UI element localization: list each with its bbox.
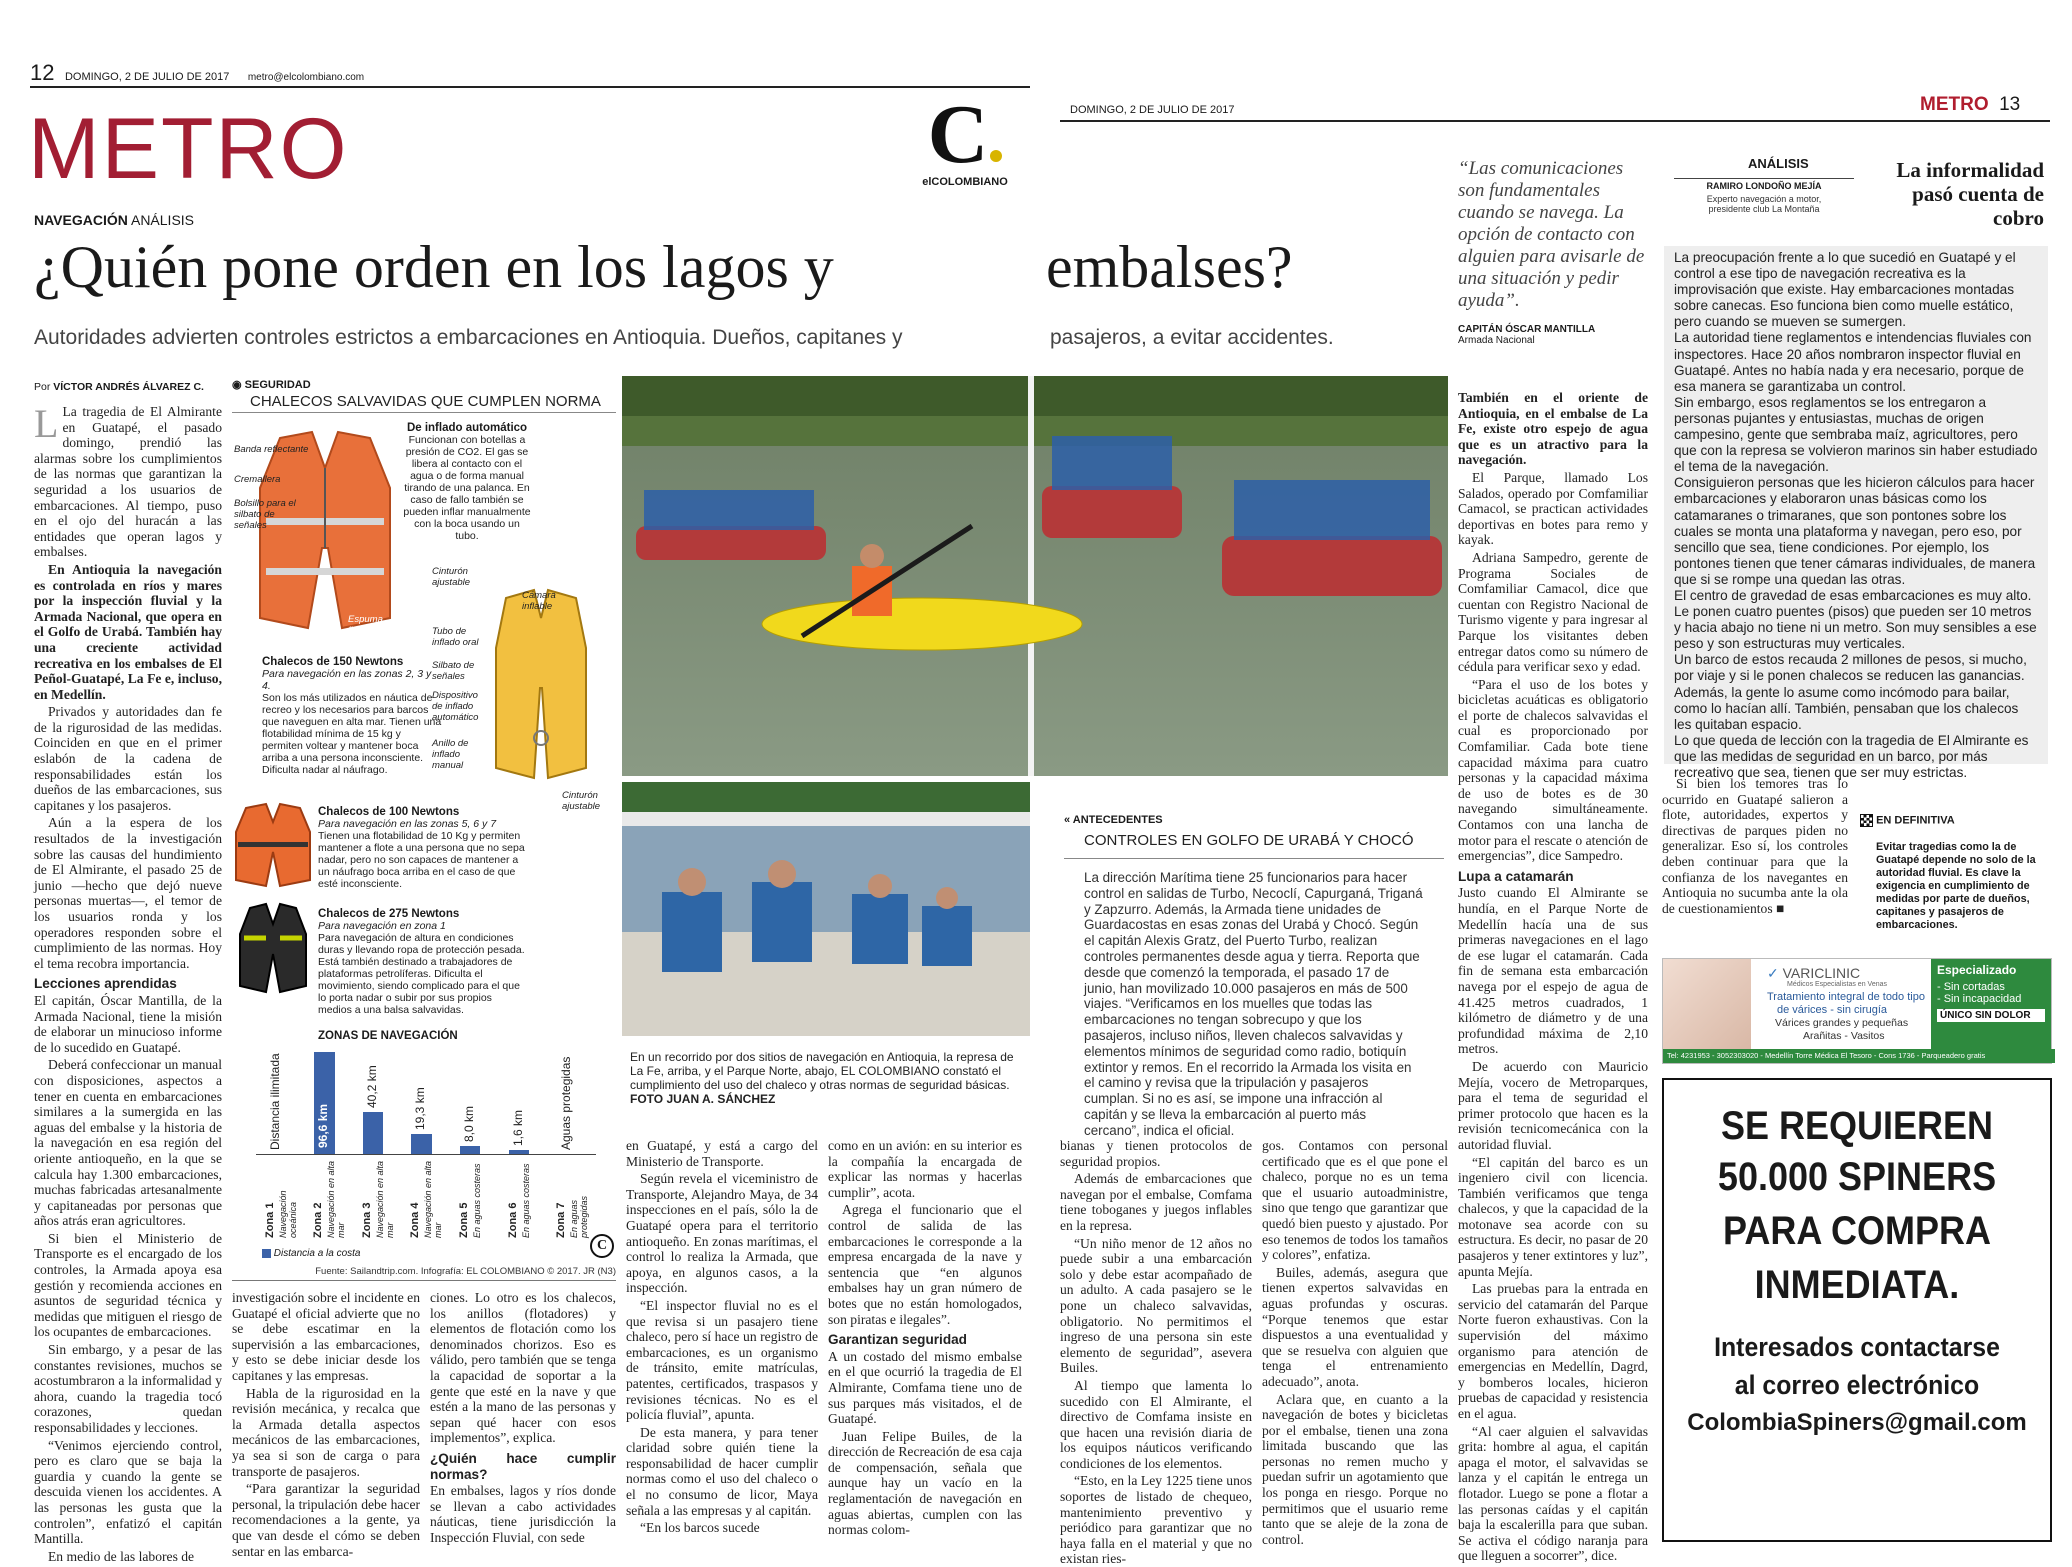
- zone-description-label: En aguas costeras: [472, 1163, 482, 1238]
- label-espuma: Espuma flotante: [348, 614, 383, 636]
- ad-variclinic-line3: Várices grandes y pequeñas: [1775, 1017, 1909, 1029]
- analysis-header: [1664, 150, 2048, 246]
- zone-category-label: Zona 4: [409, 1202, 422, 1238]
- zone-value-label: Distancia ilimitada: [267, 1053, 282, 1150]
- article-paragraph: Adriana Sampedro, gerente de Programa Sociales de Comfamiliar Camacol, dice que cuentan con Registro Nacional de Turismo vigente y para ingresar al Parque los visitantes deben entregar datos como su número de cédula para verificar sexo y edad.: [1458, 549, 1648, 675]
- antecedentes-box: [1064, 814, 1444, 1138]
- infographic-title: CHALECOS SALVAVIDAS QUE CUMPLEN NORMA: [250, 393, 601, 410]
- zone-value-label: 96,6 km: [316, 1103, 331, 1148]
- kicker: [34, 212, 194, 228]
- article-paragraph: L La tragedia de El Almirante en Guatapé, el pasado domingo, prendió las alarmas sobre los cumplimientos de las normas que garantizan la seguridad a los usuarios de embarcaciones. Al tiempo, puso en el ojo del huracán a las entidades que operan lagos y embalses.: [34, 401, 222, 560]
- checkered-flag-icon: [1860, 814, 1873, 827]
- headline-part1: ¿Quién pone orden en los lagos y: [34, 234, 834, 300]
- zone-description-label: Navegación en alta mar: [326, 1160, 347, 1238]
- article-paragraph: De esta manera, y para tener claridad sobre quién tiene la responsabilidad de hacer cumplir normas como el uso del chaleco o el no consumo de licor, Maya señala a las empresas y al capitán.: [626, 1424, 818, 1518]
- en-definitiva-box: [1860, 814, 2050, 934]
- article-paragraph: Builes, además, asegura que tienen expertos salvavidas en aguas profundas y oscuras. “Porque tenemos que estar dispuestos a una eventualidad y que se resuelva con alguien que tenga el entrenamiento adecuado”, anota.: [1262, 1264, 1448, 1389]
- logo-letter: C: [910, 96, 1020, 174]
- header-left: [30, 60, 450, 86]
- article-paragraph: “Esto, en la Ley 1225 tiene unos soportes de listado de chequeo, mantenimiento preventivo y periódico para garantizar que no haya falla en el material y que no existan ries-: [1060, 1473, 1252, 1567]
- subhead-part2: pasajeros, a evitar accidentes.: [1050, 326, 1334, 349]
- article-paragraph: Habla de la rigurosidad en la revisión mecánica, y recalca que la Armada detalla aspectos mecánicos de las embarcaciones, ya sea si son de carga o para transporte de pasajeros.: [232, 1385, 420, 1479]
- analysis-title: La informalidad pasó cuenta de cobro: [1896, 158, 2044, 230]
- analysis-paragraph: Un barco de estos recauda 2 millones de pesos, si mucho, por viaje y si le ponen chalecos se reducen las ganancias. Además, la gente lo asume como incómodo para bailar, como lo hacían allí. También, pensaban que los chalecos les quitaban espacio.: [1674, 652, 2027, 732]
- subheading: Garantizan seguridad: [828, 1332, 967, 1348]
- zones-bar-chart: [256, 1046, 596, 1155]
- ad-side-line3: ÚNICO SIN DOLOR: [1937, 1009, 2045, 1022]
- orange-vest-100n-image: [232, 802, 314, 888]
- zone-category-label: Zona 5: [458, 1202, 470, 1238]
- article-paragraph: como en un avión: en su interior es la compañía la encargada de explicar las normas y hacerlas cumplir”, acota.: [828, 1138, 1022, 1200]
- vest-150-text: [262, 656, 442, 776]
- zone-description-label: Navegación oceánica: [277, 1190, 298, 1238]
- ad-spiners-line5: Interesados contactarse: [1714, 1332, 2000, 1362]
- header-rule-right: [1060, 120, 2050, 122]
- article-paragraph: Al tiempo que lamenta lo sucedido con El Almirante, el directivo de Comfama insiste en que hacen una revisión diaria de los equipos náuticos verificando condiciones de los elementos.: [1060, 1377, 1252, 1471]
- chevrons-icon: «: [1064, 814, 1071, 826]
- zones-axis-labels: [256, 1158, 596, 1240]
- zone-bar: [411, 1134, 431, 1154]
- article-paragraph: “El capitán del barco es un ingeniero civil con licencia. También verificamos que tenga chalecos, y que la capacidad de la motonave sea acorde con su estructura. Es decir, no pasar de 20 pasajeros y tener extintores y luz”, apunta Mejía.: [1458, 1154, 1648, 1279]
- ad-spiners-line2: 50.000 SPINERS: [1717, 1155, 1997, 1199]
- ad-side-line1: - Sin cortadas: [1937, 981, 2005, 993]
- zone-bar: [460, 1146, 480, 1154]
- zone-value-label: 40,2 km: [364, 1064, 379, 1108]
- article-paragraph: en Guatapé, y está a cargo del Ministerio de Transporte.: [626, 1138, 818, 1169]
- vest-150-desc: Son los más utilizados en náutica de recreo y los necesarios para barcos que naveguen en alta mar. Tienen una flotabilidad mínima de 15 kg y permiten voltear y mantener boca arriba a una persona inconsciente. Dificulta nadar al náufrago.: [262, 692, 442, 776]
- zone-value-label: 19,3 km: [413, 1086, 428, 1130]
- byline-author: VÍCTOR ANDRÉS ÁLVAREZ C.: [53, 381, 204, 393]
- infographic-rule: [232, 412, 616, 413]
- auto-vest-desc: Funcionan con botellas a presión de CO2. El gas se libera al contacto con el agua o de forma manual tirando de una palanca. En caso de fallo también se pueden inflar manualmente con la boca usando un tubo.: [403, 434, 531, 542]
- zone-category-label: Zona 1: [263, 1202, 276, 1238]
- vest-275-desc: Para navegación de altura en condiciones duras y llevando ropa de protección pesada. Está también destinado a trabajadores de plataformas petrolíferas. Dificulta el movimiento, siendo complicado para el que lo porta nadar o subir por sus propios medios a una balsa salvavidas.: [318, 932, 525, 1016]
- section-title: METRO: [28, 101, 349, 197]
- ad-spiners-email: ColombiaSpiners@gmail.com: [1687, 1409, 2027, 1436]
- analysis-paragraph: El centro de gravedad de esas embarcaciones es muy alto. Le ponen cuatro puentes (pisos) que pueden ser 10 metros y hacia abajo no tiene ni un metro. Son muy sensibles a ese peso y son estructuras muy verticales.: [1674, 587, 2037, 652]
- zone-description-label: Navegación en alta mar: [423, 1160, 444, 1238]
- subheading: ¿Quién hace cumplir normas?: [430, 1450, 616, 1482]
- zone-description-label: En aguas costeras: [520, 1163, 531, 1238]
- infographic: [232, 378, 616, 1286]
- ad-side-line2: - Sin incapacidad: [1937, 993, 2022, 1005]
- article-column-b3: [626, 1138, 818, 1544]
- article-paragraph: investigación sobre el incidente en Guatapé el oficial advierte que no se debe escatimar en la supervisión a las embarcaciones, y esto se debe iniciar desde los capitanes y las empresas.: [232, 1290, 420, 1383]
- subheading: Lecciones aprendidas: [34, 976, 177, 992]
- auto-vest-text: [402, 422, 532, 542]
- ad-variclinic-line1: Tratamiento integral de todo tipo: [1767, 991, 1925, 1003]
- photo-la-fe-boats: [622, 376, 1448, 776]
- article-column-c2: [1262, 1138, 1448, 1547]
- zone-value-label: 8,0 km: [462, 1105, 476, 1142]
- black-vest-275n-image: [236, 902, 310, 994]
- article-paragraph: Si bien el Ministerio de Transporte es el encargado de los controles, la Armada apoya esa gestión y recomienda acciones en asuntos de seguridad técnica y medidas que mitiguen el riesgo de los ocupantes de embarcaciones.: [34, 1230, 222, 1340]
- zone-value-label: Aguas protegidas: [559, 1056, 574, 1150]
- analysis-label: ANÁLISIS: [1748, 156, 1809, 171]
- byline: Por VÍCTOR ANDRÉS ÁLVAREZ C.: [34, 381, 204, 393]
- article-paragraph: Según revela el viceministro de Transporte, Alejandro Maya, de 34 inspecciones en el país, sólo la de Guatapé opera para el territorio antioqueño. En zonas marítimas, el control lo realiza la Armada, que apoya, en algunos casos, a la inspección.: [626, 1171, 818, 1296]
- quote-role: Armada Nacional: [1458, 335, 1535, 346]
- ad-spiners-line3: PARA COMPRA: [1722, 1209, 1992, 1253]
- header-rule-left: [30, 86, 1030, 88]
- antecedentes-section: « ANTECEDENTES: [1064, 814, 1163, 826]
- header-right-section: [1920, 94, 2020, 116]
- zone-description-label: Navegación en alta mar: [374, 1160, 395, 1238]
- label-tubo: Tubo de inflado oral: [432, 626, 479, 648]
- analysis-paragraph: La autoridad tiene reglamentos e intendencias fluviales con inspectores. Hace 20 años nombraron inspector fluvial en Guatapé. Antes no había nada y era necesario, porque de esa manera se garantizaba un control.: [1674, 330, 2032, 394]
- article-column-b4: [828, 1138, 1022, 1544]
- article-paragraph: Justo cuando El Almirante se hundía, en el Parque Norte de Medellín hacía una de sus primeras navegaciones en el lago de ese lugar el catamarán. Cada fin de semana esta embarcación navega por el espejo de agua de 41.425 metros cuadrados, 1 kilómetro de diámetro y de una profundidad máxima de 2,10 metros.: [1458, 885, 1648, 1057]
- en-definitiva-text: Evitar tragedias como la de Guatapé depende no solo de la autoridad fluvial. Es clave la exigencia en cumplimiento de medidas por parte de dueños, capitanes y pasajeros de embarcaciones.: [1876, 841, 2036, 931]
- article-paragraph: “El inspector fluvial no es el que revisa si un pasajero tiene chaleco, pero sí hace un registro de embarcaciones, es un organismo de tránsito, emite matrículas, patentes, certificados, traspasos y revisiones técnicas. No es el policía fluvial”, apunta.: [626, 1297, 818, 1423]
- article-paragraph: Deberá confeccionar un manual con disposiciones, aspectos a tener en cuenta en embarcaciones similares a la sumergida en las aguas del embalse y la historia de la navegación en esa región del oriente antioqueño, en la que se calcula hay 1.300 embarcaciones, muchas fabricadas artesanalmente y capitaneadas por personas que años atrás eran agricultores.: [34, 1057, 222, 1229]
- ad-variclinic-footer: Tel: 4231953 - 3052303020 - Medellín Torre Médica El Tesoro - Cons 1736 - Parqueadero gratis: [1663, 1049, 2055, 1063]
- header-section-name: METRO: [1920, 94, 1989, 115]
- ad-variclinic-line4: Arañitas - Vasitos: [1803, 1030, 1885, 1042]
- article-paragraph: En Antioquia la navegación es controlada en ríos y mares por la inspección fluvial y la Armada Nacional, que opera en el Golfo de Urabá. También hay una creciente actividad recreativa en los embalses de El Peñol-Guatapé, La Fe e, incluso, en Medellín.: [34, 561, 222, 702]
- article-paragraph: A un costado del mismo embalse en el que ocurrió la tragedia de El Almirante, Comfama tiene uno de sus parques más visitados, el de Guatapé.: [828, 1348, 1022, 1427]
- photo-parque-norte-catamaran-image: [622, 782, 1030, 1036]
- zone-category-label: Zona 3: [360, 1202, 373, 1238]
- antecedentes-title: CONTROLES EN GOLFO DE URABÁ Y CHOCÓ: [1084, 832, 1414, 849]
- article-column-b2: [430, 1290, 616, 1544]
- vest-100-text: [318, 806, 528, 890]
- chart-legend: [262, 1248, 361, 1259]
- antecedentes-text: La dirección Marítima tiene 25 funcionarios para hacer control en salidas de Turbo, Necoclí, Capurganá, Triganá y Zapzurro. Además, la Armada tiene unidades de Guardacostas en esas zonas del Urabá y Chocó. Según el capitán Alexis Gratz, del Puerto Turbo, realizan controles permanentes desde agua y tierra. Reporta que desde que comenzó la temporada, el pasado 17 de junio, han movilizado 10.000 pasajeros en más de 500 viajes. “Verificamos en los muelles que todas las embarcaciones no tengan sobrecupo y que los pasajeros, incluso niños, lleven chalecos salvavidas y elementos mínimos de seguridad como radio, botiquín extintor y remos. En el recorrido la Armada los visita en el camino y revisa que la tripulación y pasajeros cumplan. Si no es así, se impone una infracción al capitán y se lleva la embarcación al puerto más cercano”, indica el oficial.: [1084, 870, 1423, 1138]
- analysis-author: RAMIRO LONDOÑO MEJÍA: [1674, 178, 1854, 191]
- article-paragraph: gos. Contamos con personal certificado que es el que pone el chaleco, porque no es un tema que el usuario autoadministre, sino que tengo que garantizar que quedó bien puesto y ajustado. Por eso tenemos de todos los tamaños y colores”, enfatiza.: [1262, 1138, 1448, 1263]
- ad-spiners-line6: al correo electrónico: [1734, 1370, 1980, 1400]
- article-column-b1: [232, 1290, 420, 1559]
- header-email: metro@elcolombiano.com: [247, 72, 365, 83]
- ad-variclinic-line2: de várices - sin cirugía: [1777, 1004, 1888, 1016]
- photo-parque-norte-catamaran: [622, 782, 1030, 1036]
- vest-275-sub: Para navegación en zona 1: [318, 920, 446, 932]
- article-paragraph: Agrega el funcionario que el control de salida de las embarcaciones le corresponde a la empresa encargada de la nave y sentencia que “en algunos embalses hay un gran número de botes que no están homologados, son piratas e ilegales”.: [828, 1202, 1022, 1327]
- article-paragraph: Las pruebas para la entrada en servicio del catamarán del Parque Norte fueron exhaustivas. Con la supervisión del máximo organismo para atención de emergencias en Medellín, Dagrd, y bomberos locales, hicieron pruebas de capacidad y resistencia en el agua.: [1458, 1281, 1648, 1421]
- photo-la-fe-boats-image: [622, 376, 1448, 776]
- quote-text: “Las comunicaciones son fundamentales cuando se navega. La opción de contacto con alguien para avisarle de una situación y pedir ayuda”.: [1458, 158, 1645, 311]
- analysis-paragraph: Sin embargo, esos reglamentos se los entregaron a personas pujantes y entusiastas, muchas de origen campesino, gente que sembraba maíz, agricultores, pero que con la represa se volvieron marinos sin haber estudiado el tema de la navegación.: [1674, 394, 2038, 475]
- label-cremallera: Cremallera: [234, 474, 281, 485]
- article-paragraph: Juan Felipe Builes, de la dirección de Recreación de esa caja de compensación, señala que aunque hay un vacío en la reglamentación de navegación en aguas abiertas, cumplen con las normas colom-: [828, 1428, 1022, 1538]
- article-paragraph: También en el oriente de Antioquia, en el embalse de La Fe, existe otro espejo de agua que es un atractivo para la navegación.: [1458, 390, 1648, 468]
- small-logo: C: [590, 1234, 614, 1258]
- analysis-paragraph: Consiguieron personas que les hicieron cálculos para hacer embarcaciones y elaboraron unas básicas como los catamaranes o trimaranes, que son pontones sobre los cuales se monta una plataforma y navegan, pero eso, por sencillo que sea, tiene condiciones. Por ejemplo, los pontones tienen que tener cámaras individuales, de manera que si se rompe una quedan las otras.: [1674, 475, 2036, 587]
- logo-name: elCOLOMBIANO: [922, 176, 1008, 188]
- vest-100-desc: Tienen una flotabilidad de 10 Kg y permiten mantener a flote a una persona que no sepa nadar, pero no son capaces de mantener a un náufrago boca arriba en el caso de que esté inconsciente.: [318, 830, 525, 890]
- photo-credit: FOTO JUAN A. SÁNCHEZ: [630, 1092, 776, 1106]
- ad-variclinic-side: [1931, 959, 2051, 1049]
- chart-title: ZONAS DE NAVEGACIÓN: [318, 1030, 458, 1042]
- zone-description-label: En aguas protegidas: [569, 1195, 590, 1238]
- label-silbato: Silbato de señales: [432, 660, 475, 682]
- drop-cap: L: [34, 401, 59, 446]
- article-paragraph: “Para el uso de los botes y bicicletas acuáticas es obligatorio el porte de chalecos salvavidas el cual es proporcionado por Comfamiliar. Cada bote tiene capacidad máxima para cuatro personas y la capacidad máxima de uso de botes es de 30 navegando simultáneamente. Contamos con una lancha de motor para el rescate o atención de emergencias”, dice Sampedro.: [1458, 676, 1648, 864]
- vest-275-text: [318, 908, 528, 1016]
- article-column-1: [34, 401, 222, 1564]
- label-anillo: Anillo de inflado manual: [432, 738, 469, 771]
- infographic-bottom-rule: [232, 1280, 616, 1281]
- article-column-d: [1458, 390, 1648, 1564]
- logo-dot: [990, 150, 1002, 162]
- article-column-e: [1662, 776, 1848, 936]
- ad-spiners: [1662, 1078, 2052, 1542]
- vest-150-sub: Para navegación en las zonas 2, 3 y 4.: [262, 668, 432, 692]
- label-cinturon-1: Cinturón ajustable: [432, 566, 471, 588]
- page-number-right: 13: [1999, 94, 2021, 115]
- headline-part2: embalses?: [1046, 234, 1293, 300]
- vest-275-title: Chalecos de 275 Newtons: [318, 908, 460, 920]
- orange-vest-150n-image: [250, 428, 400, 638]
- vest-100-title: Chalecos de 100 Newtons: [318, 806, 460, 818]
- article-paragraph: bianas y tienen protocolos de seguridad propios.: [1060, 1138, 1252, 1169]
- article-paragraph: Si bien los temores tras lo ocurrido en Guatapé salieron a flote, autoridades, expertos y directivas de parques piden no generalizar. Eso sí, los controles deben continuar para que la confianza de los navegantes en Antioquia no sucumba ante la ola de cuestionamientos ■: [1662, 776, 1848, 916]
- label-camara: Cámara inflable: [522, 590, 556, 612]
- article-column-c1: [1060, 1138, 1252, 1567]
- auto-vest-title: De inflado automático: [406, 422, 528, 434]
- analysis-paragraph: Lo que queda de lección con la tragedia de El Almirante es que las medidas de seguridad en un barco, por más recreativo que sea, tienen que ser muy estrictas.: [1674, 732, 2029, 780]
- en-definitiva-label: EN DEFINITIVA: [1860, 814, 2050, 827]
- ad-spiners-line1: SE REQUIEREN: [1720, 1104, 1994, 1148]
- label-cinturon-2: Cinturón ajustable: [562, 790, 601, 812]
- ad-variclinic-photo: [1663, 959, 1751, 1049]
- article-paragraph: Sin embargo, y a pesar de las constantes revisiones, muchos se acostumbraron a la informalidad y ahora, cuando la tragedia tocó corazones, quedan responsabilidades y lecciones.: [34, 1342, 222, 1435]
- antecedentes-rule: [1064, 858, 1444, 859]
- article-paragraph: Además de embarcaciones que navegan por el embalse, Comfama tiene toboganes y juegos inflables en la represa.: [1060, 1171, 1252, 1233]
- eye-icon: ◉: [232, 379, 242, 391]
- newspaper-logo: [910, 88, 1020, 188]
- quote-author: CAPITÁN ÓSCAR MANTILLA: [1458, 324, 1596, 335]
- ad-variclinic-tagline: Médicos Especialistas en Venas: [1787, 981, 1887, 988]
- kicker-type: ANÁLISIS: [130, 212, 195, 228]
- label-banda: Banda reflectante: [234, 444, 309, 455]
- label-dispositivo: Dispositivo de inflado automático: [432, 690, 479, 723]
- article-paragraph: “Venimos ejerciendo control, pero es claro que se baja la guardia y cuando la gente se descuida vienen los accidentes. A las personas les gusta que la controlen”, enfatizó el capitán Mantilla.: [34, 1437, 222, 1547]
- article-paragraph: El Parque, llamado Los Salados, operado por Comfamiliar Camacol, se practican actividades deportivas en botes para remo y kayak.: [1458, 469, 1648, 548]
- zone-category-label: Zona 2: [312, 1202, 325, 1238]
- infographic-source: Fuente: Sailandtrip.com. Infografía: EL COLOMBIANO © 2017. JR (N3): [315, 1266, 616, 1277]
- ad-variclinic-brand: ✓ VARICLINIC: [1767, 965, 1861, 981]
- zone-value-label: 1,6 km: [510, 1109, 525, 1146]
- photo-caption: En un recorrido por dos sitios de navegación en Antioquia, la represa de La Fe, arriba, y el Parque Norte, abajo, EL COLOMBIANO constató el cumplimiento del uso del chaleco y otras normas de seguridad básicas. FOTO JUAN A. SÁNCHEZ: [630, 1050, 1014, 1106]
- article-paragraph: De acuerdo con Mauricio Mejía, vocero de Metroparques, para el tema de seguridad el primer protocolo que hacen es la revisión tecnicomecánica con la autoridad fluvial.: [1458, 1058, 1648, 1152]
- zone-category-label: Zona 6: [506, 1202, 519, 1238]
- subhead-part1: Autoridades advierten controles estrictos a embarcaciones en Antioquia. Dueños, capitanes y: [34, 326, 903, 349]
- vest-150-title: Chalecos de 150 Newtons: [262, 656, 404, 668]
- ad-side-title: Especializado: [1937, 963, 2017, 977]
- article-paragraph: Privados y autoridades dan fe de la rigurosidad de las medidas. Coinciden en que en el primer eslabón de la cadena de responsabilidades están los dueños de las embarcaciones, sus capitanes y los pasajeros.: [34, 704, 222, 813]
- article-paragraph: ciones. Lo otro es los chalecos, los anillos (flotadores) y elementos de flotación como los denominados chorizos. Eso es válido, pero también que se tenga la capacidad de soportar a la gente que esté en la nave y que estén a la mano de las personas y sepan qué hacer con esos implementos”, explica.: [430, 1290, 616, 1446]
- analysis-author-role: Experto navegación a motor, presidente club La Montaña: [1706, 194, 1822, 214]
- article-paragraph: “Un niño menor de 12 años no puede subir a una embarcación solo y debe estar acompañado de un adulto. A cada pasajero se le pone un chaleco salvavidas, obligatorio. No permitimos el ingreso de una persona sin este elemento de seguridad”, asevera Builes.: [1060, 1235, 1252, 1376]
- header-right-date: DOMINGO, 2 DE JULIO DE 2017: [1070, 104, 1235, 116]
- article-paragraph: Aún a la espera de los resultados de la investigación sobre las causas del hundimiento de El Almirante, el pasado 25 de junio —hecho que dejó nueve personas muertas—, el temor de los usuarios ronda y los operadores responden sobre el cumplimiento de las normas. Hoy el tema recobra importancia.: [34, 815, 222, 971]
- yellow-vest-auto-image: [486, 588, 596, 788]
- article-paragraph: “En los barcos sucede: [640, 1520, 760, 1536]
- article-paragraph: En embalses, lagos y ríos donde se llevan a cabo actividades náuticas, tiene jurisdicción la Inspección Fluvial, con sede: [430, 1483, 616, 1545]
- pull-quote: [1458, 158, 1648, 346]
- legend-label: Distancia a la costa: [273, 1248, 361, 1259]
- legend-swatch: [262, 1249, 271, 1258]
- ad-spiners-line4: INMEDIATA.: [1754, 1263, 1960, 1307]
- analysis-paragraph: La preocupación frente a lo que sucedió en Guatapé y el control a ese tipo de navegación recreativa es la improvisación que existe. Hay embarcaciones montadas sobre canecas. Eso funciona bien como muelle estático, pero cuando se mueven se sumergen.: [1674, 250, 2016, 330]
- zone-bar: [363, 1112, 383, 1154]
- header-date: DOMINGO, 2 DE JULIO DE 2017: [64, 71, 230, 83]
- kicker-topic: NAVEGACIÓN: [34, 212, 128, 228]
- ad-variclinic: [1662, 958, 2052, 1064]
- subheading: Lupa a catamarán: [1458, 868, 1574, 884]
- zone-category-label: Zona 7: [555, 1202, 568, 1238]
- infographic-section: ◉ SEGURIDAD: [232, 379, 311, 391]
- variclinic-logo-icon: ✓: [1767, 965, 1779, 981]
- article-paragraph: “Para garantizar la seguridad personal, la tripulación debe hacer recomendaciones a la gente, ya que van desde el cómo se deben sentar en las embarca-: [232, 1481, 420, 1559]
- article-paragraph: El capitán, Óscar Mantilla, de la Armada Nacional, tiene la misión de elaborar un minucioso informe de lo sucedido en Guatapé.: [34, 992, 222, 1055]
- label-bolsillo: Bolsillo para el silbato de señales: [234, 498, 296, 531]
- page-number: 12: [30, 60, 55, 85]
- article-paragraph: En medio de las labores de: [48, 1548, 195, 1564]
- article-paragraph: Aclara que, en cuanto a la navegación de botes y bicicletas por el embalse, tienen una zona limitada buscando que las personas no remen mucho y puedan sufrir un agotamiento que los ponga en riesgo. Porque no permitimos que el usuario reme tanto que se aleje de la zona de control.: [1262, 1391, 1448, 1547]
- analysis-body: [1674, 250, 2038, 781]
- zone-bar: [509, 1150, 529, 1154]
- article-paragraph: “Al caer alguien el salvavidas grita: hombre al agua, el capitán apaga el motor, el salvavidas se lanza y el capitán le entrega un flotador. Luego se pone a flotar a las personas caídas y el capitán baja la escalerilla para que suban. Se activa el código naranja para que lleguen a socorrer”, dice.: [1458, 1423, 1648, 1564]
- vest-100-sub: Para navegación en las zonas 5, 6 y 7: [318, 818, 497, 830]
- analysis-box: [1664, 150, 2048, 780]
